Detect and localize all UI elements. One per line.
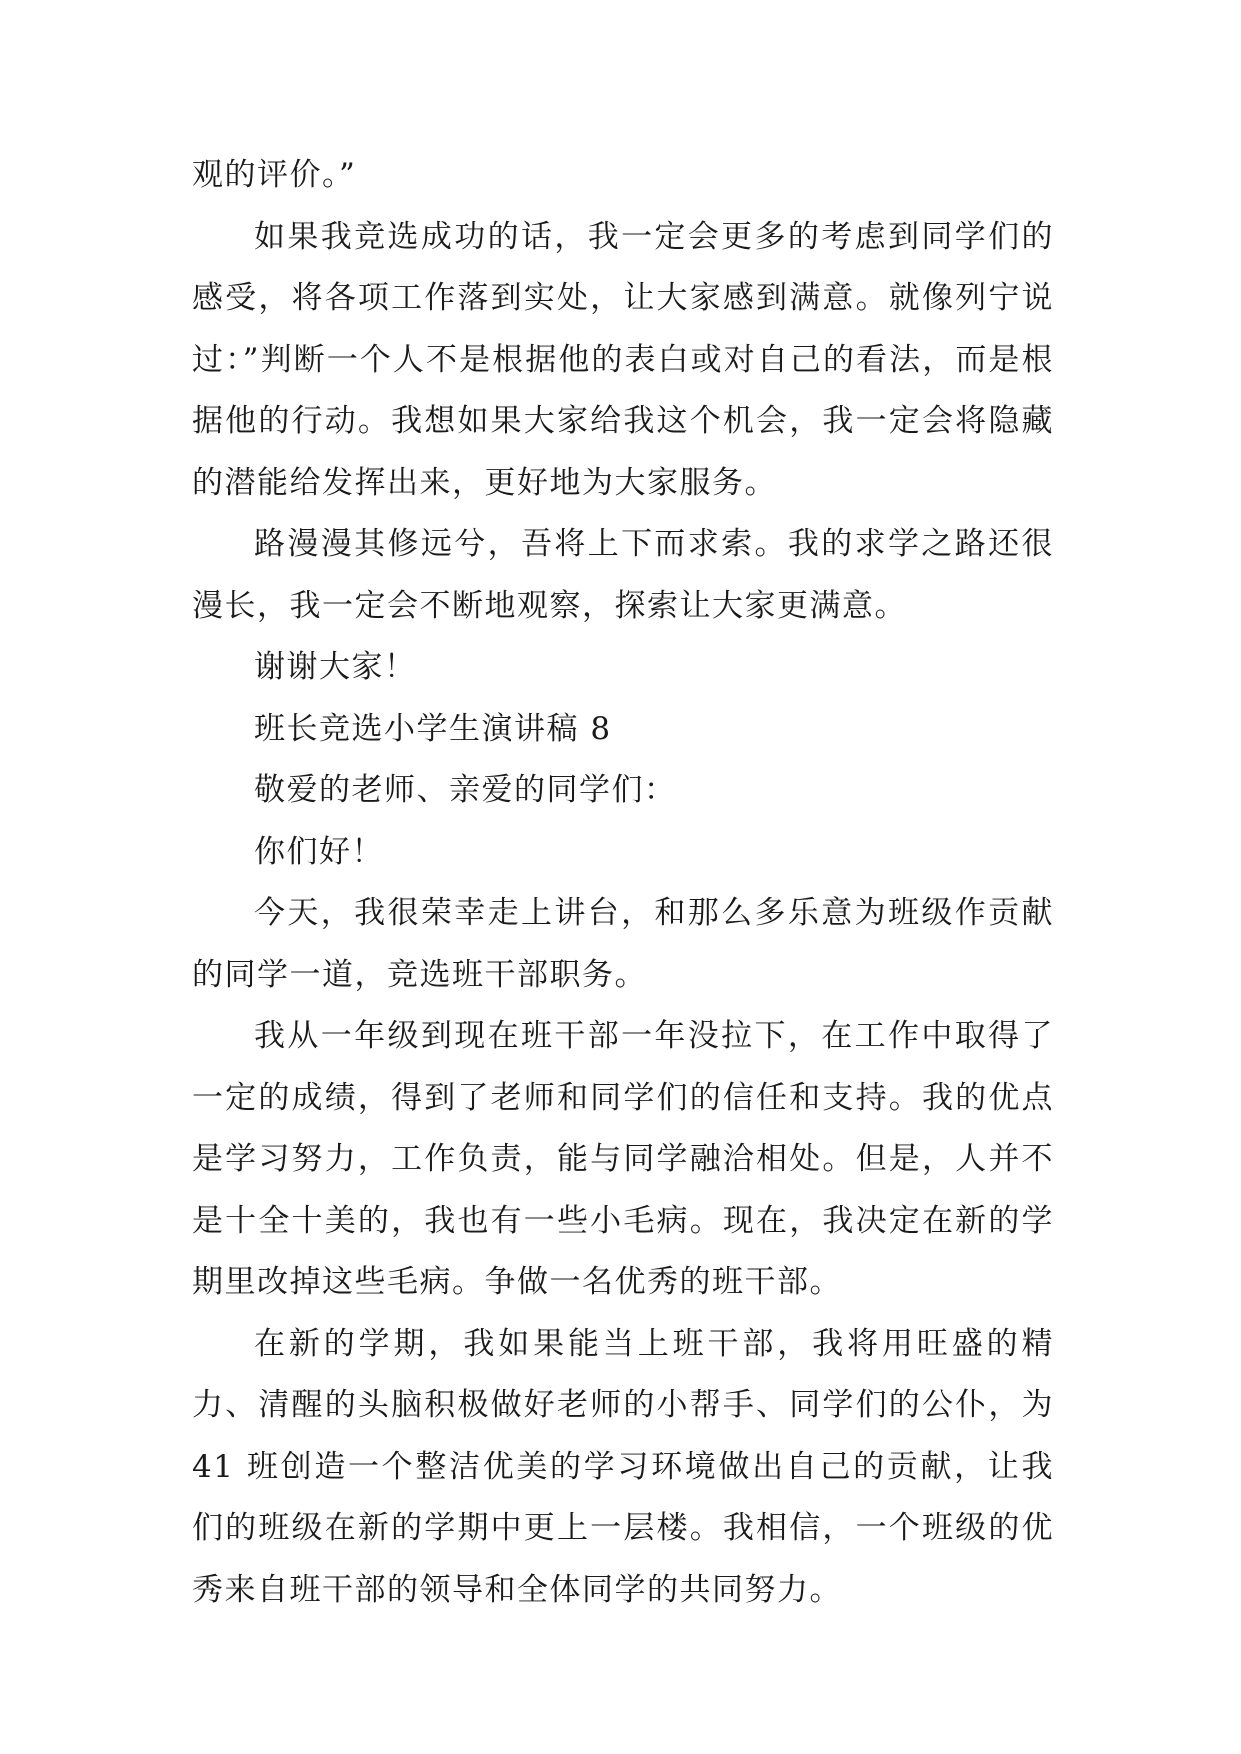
paragraph: 如果我竞选成功的话，我一定会更多的考虑到同学们的感受，将各项工作落到实处，让大家感到满意。就像列宁说过：”判断一个人不是根据他的表白或对自己的看法，而是根据他的行动。我想如果大家给我这个机会，我一定会将隐藏的潜能给发挥出来，更好地为大家服务。 — [192, 218, 1054, 501]
paragraph: 今天，我很荣幸走上讲台，和那么多乐意为班级作贡献的同学一道，竞选班干部职务。 — [192, 895, 1054, 993]
section-heading: 班长竞选小学生演讲稿 8 — [254, 710, 612, 747]
paragraph: 谢谢大家！ — [254, 649, 417, 685]
paragraph: 路漫漫其修远兮，吾将上下而求索。我的求学之路还很漫长，我一定会不断地观察，探索让大家更满意。 — [192, 526, 1054, 624]
document-body — [192, 145, 1054, 1621]
paragraph: 在新的学期，我如果能当上班干部，我将用旺盛的精力、清醒的头脑积极做好老师的小帮手、同学们的公仆，为 41 班创造一个整洁优美的学习环境做出自己的贡献，让我们的班级在新的学期中更上一层楼。我相信，一个班级的优秀来自班干部的领导和全体同学的共同努力。 — [192, 1325, 1054, 1608]
paragraph: 观的评价。” — [192, 157, 357, 193]
paragraph: 我从一年级到现在班干部一年没拉下，在工作中取得了一定的成绩，得到了老师和同学们的信任和支持。我的优点是学习努力，工作负责，能与同学融洽相处。但是，人并不是十全十美的，我也有一些小毛病。现在，我决定在新的学期里改掉这些毛病。争做一名优秀的班干部。 — [192, 1018, 1054, 1300]
greeting: 你们好！ — [254, 833, 384, 870]
salutation: 敬爱的老师、亲爱的同学们： — [254, 772, 677, 808]
